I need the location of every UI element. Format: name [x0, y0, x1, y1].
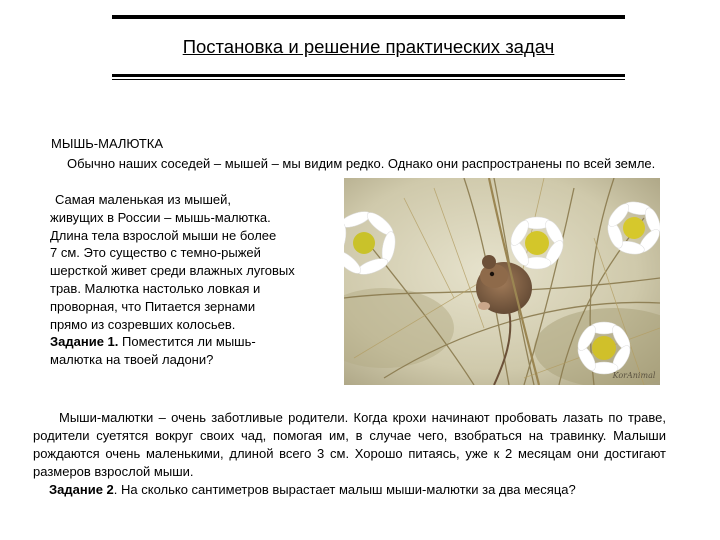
- task1-text: Поместится ли мышь-: [118, 334, 256, 350]
- page-title: Постановка и решение практических задач: [182, 36, 555, 57]
- title-rule-thin: [112, 79, 625, 80]
- paragraph-2: Мыши-малютки – очень заботливые родители. Когда крохи начинают пробовать лазать по траве, родители суетятся вокруг своих чад, помогая им, в случае чего, взобраться на травинку. Малыши рождаются очень маленькими, длиной всего 3 см. Хорошо питаясь, уже к 2 месяцам они достигают размеров взрослой мыши. Задание 2. На сколько сантиметров вырастает малыш мыши-малютки за два месяца?: [33, 410, 666, 497]
- task1-line: [50, 333, 342, 351]
- task1-label: Задание 1.: [50, 334, 119, 350]
- column-line: шерсткой живет среди влажных луговых: [50, 263, 295, 279]
- column-line: Длина тела взрослой мыши не более: [50, 227, 277, 243]
- column-line: прямо из созревших колосьев.: [50, 316, 236, 332]
- column-line: Самая маленькая из мышей,: [55, 192, 232, 207]
- column-line: 7 см. Это существо с темно-рыжей: [50, 245, 261, 261]
- task1-line-2: малютка на твоей ладони?: [50, 352, 214, 368]
- column-line: проворная, что Питается зернами: [50, 298, 256, 314]
- intro-paragraph: Обычно наших соседей – мышей – мы видим редко. Однако они распространены по всей земле.: [67, 156, 656, 171]
- text-column: [50, 191, 342, 369]
- title-rule-thick: [112, 74, 625, 77]
- column-line: трав. Малютка настолько ловкая и: [50, 280, 261, 296]
- task2-text: . На сколько сантиметров вырастает малыш мыши-малютки за два месяца?: [113, 482, 576, 497]
- photo-watermark: KorAnimal: [612, 371, 656, 380]
- top-rule: [112, 15, 625, 19]
- task2-label: Задание 2: [49, 482, 114, 497]
- column-line: живущих в России – мышь-малютка.: [50, 209, 271, 225]
- article-heading: МЫШЬ-МАЛЮТКА: [51, 136, 164, 151]
- harvest-mouse-photo: [344, 178, 660, 385]
